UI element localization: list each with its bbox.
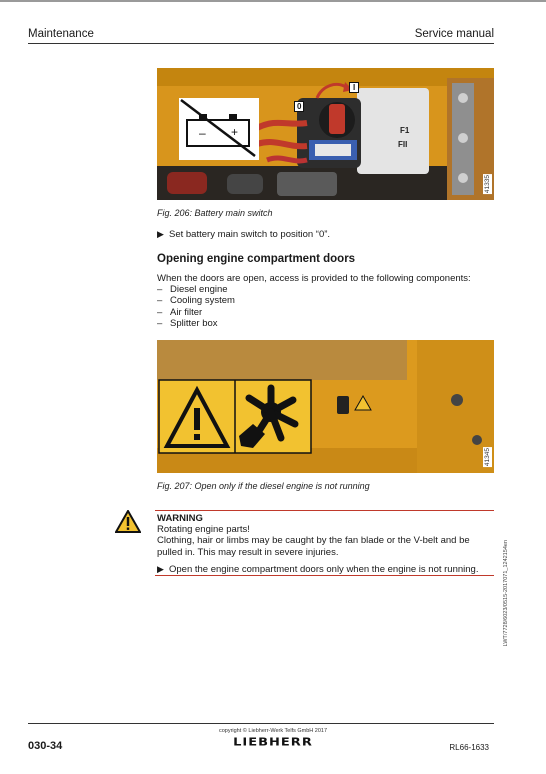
list-item: – Splitter box — [157, 318, 494, 329]
battery-minus-icon: – — [199, 126, 206, 140]
document-side-id: LWT/7728/6023/0515-2017071_1242154en — [503, 540, 509, 647]
battery-switch-photo — [157, 68, 494, 200]
switch-label-1: I — [349, 82, 359, 93]
step-set-switch — [157, 229, 330, 240]
switch-label-0: 0 — [294, 101, 304, 112]
warning-bottom-rule — [155, 575, 494, 576]
header-rule — [28, 43, 494, 44]
warning-triangle-icon — [115, 510, 141, 538]
brand-logo: LIEBHERR — [233, 736, 313, 749]
component-list — [157, 284, 494, 329]
figure1-caption: Fig. 206: Battery main switch — [157, 208, 273, 218]
section-heading: Opening engine compartment doors — [157, 253, 356, 265]
step-arrow-icon: ▶ — [157, 229, 164, 239]
figure-battery-switch — [157, 68, 494, 200]
warning-block — [157, 513, 494, 575]
section-intro: When the doors are open, access is provided to the following components: — [157, 273, 471, 284]
fuse-label-f2: FII — [398, 140, 408, 149]
section-body — [157, 273, 494, 329]
warning-title: WARNING — [157, 513, 203, 524]
figure2-id: 41345 — [484, 447, 491, 466]
fuse-label-f1: F1 — [400, 126, 410, 135]
engine-door-photo — [157, 340, 494, 473]
list-item: – Cooling system — [157, 295, 494, 306]
page-number: 030-34 — [28, 740, 63, 752]
battery-plus-icon: + — [231, 125, 239, 139]
top-border — [0, 0, 546, 2]
figure1-id: 41335 — [484, 174, 491, 193]
action-arrow-icon: ▶ — [157, 563, 164, 574]
warning-action — [157, 564, 494, 575]
copyright-text: copyright © Liebherr-Werk Telfs GmbH 2017 — [218, 728, 328, 734]
figure2-caption: Fig. 207: Open only if the diesel engine is not running — [157, 481, 370, 491]
warning-action-text: Open the engine compartment doors only when the engine is not running. — [169, 563, 479, 575]
step-text: Set battery main switch to position “0”. — [169, 229, 331, 240]
header-section: Maintenance — [28, 28, 94, 40]
footer-rule — [28, 723, 494, 724]
list-item: – Air filter — [157, 307, 494, 318]
header-manual: Service manual — [414, 28, 494, 40]
document-id: RL66-1633 — [449, 743, 489, 752]
figure-engine-door — [157, 340, 494, 473]
warning-top-rule — [155, 510, 494, 511]
warning-hazard: Rotating engine parts! — [157, 524, 250, 536]
list-item: – Diesel engine — [157, 284, 494, 295]
warning-consequence: Clothing, hair or limbs may be caught by the fan blade or the V-belt and be pulled in. This may result in severe injuries. — [157, 535, 470, 558]
